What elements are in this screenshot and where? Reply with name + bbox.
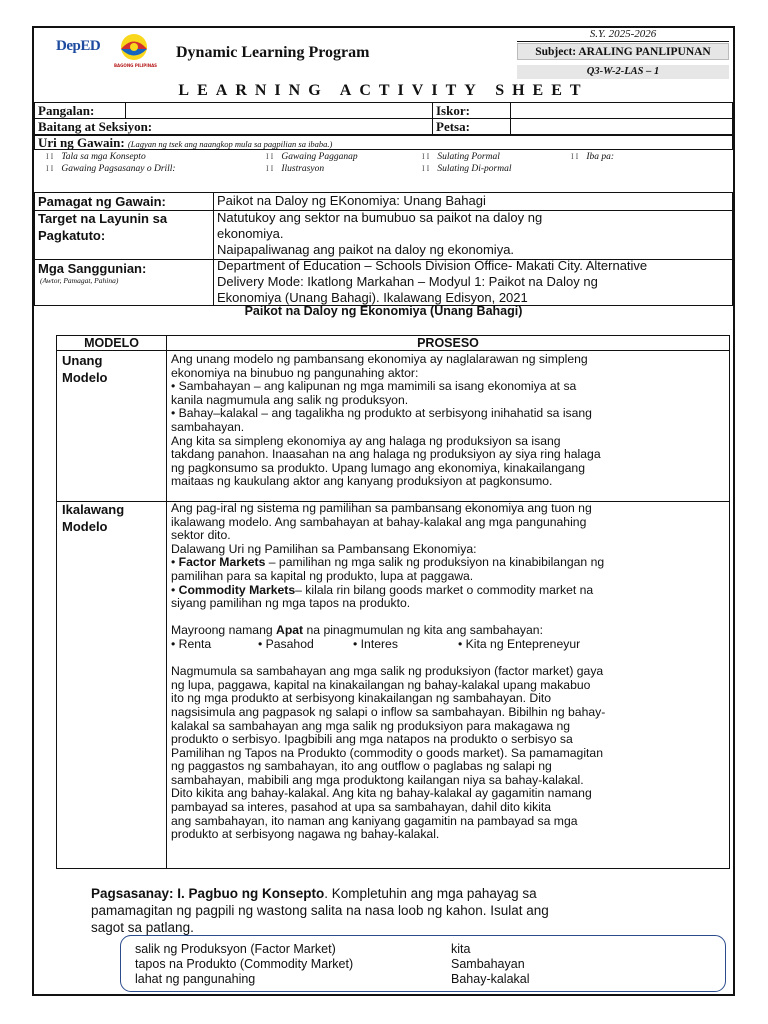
option-sulating-di-pormal[interactable]: I I Sulating Di-pormal: [422, 164, 512, 174]
word-choice: tapos na Produkto (Commodity Market): [135, 957, 354, 971]
target-label-1: Target na Layunin sa: [38, 211, 168, 226]
iskor-field[interactable]: [511, 103, 733, 119]
col-proseso: PROSESO: [417, 336, 479, 350]
sanggunian-note: (Awtor, Pamagat, Pahina): [40, 276, 119, 285]
checkbox-icon: I I: [422, 164, 430, 173]
kita-sources-list: • Renta • Pasahod • Interes • Kita ng Entepreneyur: [171, 636, 581, 651]
checkbox-icon: I I: [46, 152, 54, 161]
subject-label: Subject: ARALING PANLIPUNAN: [517, 43, 729, 60]
petsa-field[interactable]: [511, 119, 733, 135]
option-iba-pa[interactable]: I I Iba pa:: [571, 152, 615, 162]
option-tala[interactable]: I I Tala sa mga Konsepto: [46, 152, 146, 162]
modelo-proseso-table: [56, 335, 730, 869]
uri-note: (Lagyan ng tsek ang naangkop mula sa pagpilian sa ibaba.): [127, 139, 333, 149]
bagong-pilipinas-text: BAGONG PILIPINAS: [114, 63, 158, 68]
checkbox-icon: I I: [266, 152, 274, 161]
option-ilustrasyon[interactable]: I I Ilustrasyon: [266, 164, 325, 174]
sheet-title: LEARNING ACTIVITY SHEET: [178, 82, 589, 99]
topic-title: Paikot na Daloy ng Ekonomiya (Unang Bahagi): [244, 304, 523, 318]
uri-ng-gawain-row: [34, 135, 733, 150]
pangalan-field[interactable]: [126, 103, 433, 119]
ikalawang-modelo-text: Ang pag-iral ng sistema ng pamilihan sa pambansang ekonomiya ang tuon ng ikalawang modelo. Ang sambahayan at bahay-kalakal ang mga pangunahing sektor dito. Dalawang Uri ng Pamilihan sa Pambansang Ekonomiya: • Factor Markets – pamilihan ng mga salik ng produksiyon na kinabibilangan ng pamilihan para sa kapital ng produkto, lupa at paggawa. • Commodity Markets– kilala rin bilang goods market o commodity market na siyang pamilihan ng mga tapos na produkto. Mayroong namang Apat na pinagmumulan ng kita ang sambahayan: • Renta • Pasahod • Interes • Kita ng Entepreneyur Nagmumula sa sambahayan ang mga salik ng produksiyon (factor market) gaya ng lupa, paggawa, kapital na kinakailangan ng bahay-kalakal upang makabuo ito ng mga produkto at serbisyong kinakailangan ng sambahayan. Dito nagsisimula ang pagpasok ng salapi o inflow sa sambahayan. Bibilhin ng bahay- kalakal sa sambahayan ang mga salik ng produksiyon para makagawa ng produkto o serbisyo. Ipagbibili ang mga natapos na produkto o serbisyo sa Pamilihan ng Tapos na Produkto (commodity o goods market). Sa pamamagitan ng paggastos ng sambahayan, ito ang outflow o paglabas ng salapi ng sambahayan, mabibili ang mga produktong kailangan niya sa bahay-kalakal. Dito kikita ang bahay-kalakal. Ang kita ng bahay-kalakal ay gagamitin namang pambayad sa interes, pasahod at upa sa sambahayan, dahil dito kikita ang sambahayan, ito naman ang kaniyang gagamitin na pambayad sa mga produkto at serbisyong nagawa ng bahay-kalakal.: [171, 502, 727, 842]
deped-logo-text: DepED: [56, 38, 101, 54]
sanggunian-label: Mga Sanggunian:: [38, 261, 147, 276]
pangalan-label: Pangalan:: [35, 103, 126, 119]
word-choice-box: [120, 935, 726, 992]
unang-modelo-text: Ang unang modelo ng pambansang ekonomiya ay naglalarawan ng simpleng ekonomiya na binubuo ng pangunahing aktor: • Sambahayan – ang kalipunan ng mga mamimili sa isang ekonomiya at sa kanila nagmumula ang salik ng produksyon. • Bahay–kalakal – ang tagalikha ng produkto at serbisyong inihahatid sa isang sambahayan. Ang kita sa simpleng ekonomiya ay ang halaga ng produksiyon sa isang takdang panahon. Inaasahan na ang halaga ng produksiyon ay siya ring halaga ng pagkonsumo sa produkto. Upang lumago ang ekonomiya, kinakailangang maitaas ng kaukulang aktor ang kanyang produksiyon at pagkonsumo.: [171, 352, 601, 489]
checkbox-icon: I I: [571, 152, 579, 161]
word-choice: Bahay-kalakal: [451, 972, 530, 986]
bagong-pilipinas-logo: [117, 32, 151, 62]
option-sulating-pormal[interactable]: I I Sulating Pormal: [422, 152, 500, 162]
ikalawang-modelo-label: Ikalawang Modelo: [62, 502, 125, 534]
word-choice: salik ng Produksyon (Factor Market): [135, 942, 336, 956]
checkbox-icon: I I: [422, 152, 430, 161]
petsa-label: Petsa:: [433, 119, 511, 135]
target-line: ekonomiya.: [217, 226, 284, 241]
activity-type-options: [34, 151, 733, 175]
deped-logo: [56, 38, 100, 55]
program-title: Dynamic Learning Program: [176, 44, 370, 61]
activity-info-block: [34, 192, 733, 304]
word-choice: kita: [451, 942, 471, 956]
baitang-row[interactable]: [35, 119, 433, 135]
pamagat-label: Pamagat ng Gawain:: [38, 194, 166, 209]
iskor-label: Iskor:: [433, 103, 511, 119]
sanggunian-line: Department of Education – Schools Division Office- Makati City. Alternative: [217, 258, 648, 273]
col-modelo: MODELO: [84, 336, 139, 350]
target-label-2: Pagkatuto:: [38, 228, 106, 243]
pagsasanay-instructions: Pagsasanay: I. Pagbuo ng Konsepto. Kompletuhin ang mga pahayag sa pamamagitan ng pagpili ng wastong salita na nasa loob ng kahon. Isulat ang sagot sa patlang.: [91, 886, 549, 935]
target-line: Naipapaliwanag ang paikot na daloy ng ekonomiya.: [217, 242, 515, 257]
unang-modelo-label: Unang Modelo: [62, 353, 108, 385]
target-line: Natutukoy ang sektor na bumubuo sa paikot na daloy ng: [217, 210, 543, 225]
option-gawaing-pagganap[interactable]: I I Gawaing Pagganap: [266, 152, 358, 162]
checkbox-icon: I I: [46, 164, 54, 173]
baitang-label: Baitang at Seksiyon:: [38, 119, 153, 134]
sanggunian-line: Ekonomiya (Unang Bahagi). Ikalawang Edisyon, 2021: [217, 290, 528, 305]
uri-label: Uri ng Gawain:: [38, 135, 125, 150]
word-choice: lahat ng pangunahing: [135, 972, 256, 986]
checkbox-icon: I I: [266, 164, 274, 173]
option-drill[interactable]: I I Gawaing Pagsasanay o Drill:: [46, 164, 176, 174]
sanggunian-line: Delivery Mode: Ikatlong Markahan – Modyul 1: Paikot na Daloy ng: [217, 274, 598, 289]
school-year: S.Y. 2025-2026: [517, 28, 729, 42]
word-choice: Sambahayan: [451, 957, 525, 971]
student-info-table: [34, 102, 733, 135]
sheet-code: Q3-W-2-LAS – 1: [517, 65, 729, 79]
pamagat-value: Paikot na Daloy ng EKonomiya: Unang Bahagi: [217, 193, 486, 208]
